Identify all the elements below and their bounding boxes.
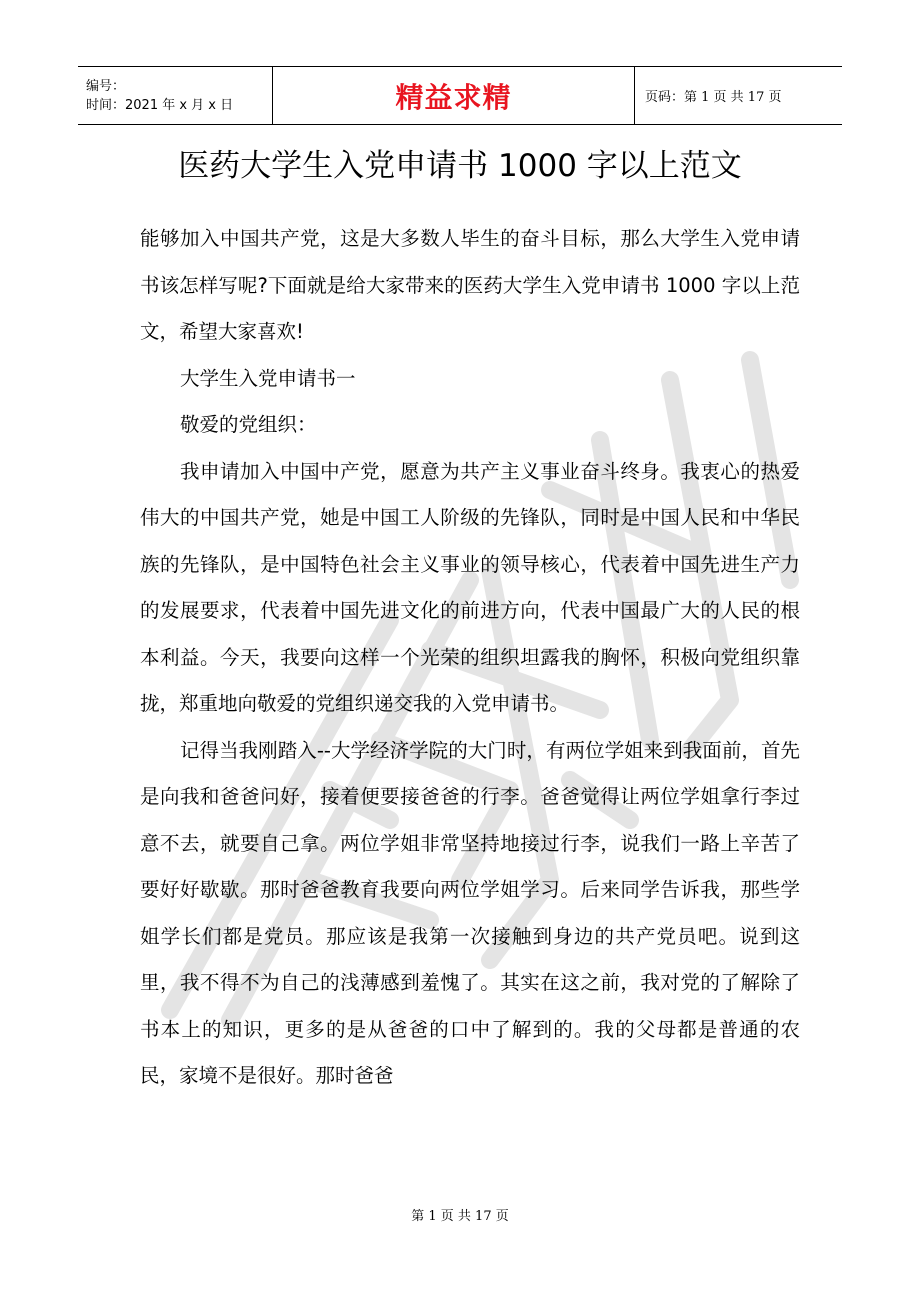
document-body [140, 216, 800, 1100]
header-page-number: 页码：第 1 页 共 17 页 [645, 90, 782, 105]
page-footer: 第 1 页 共 17 页 [411, 1209, 509, 1224]
header-table [78, 66, 842, 125]
brand-slogan: 精益求精 [395, 80, 512, 114]
body-paragraph-2: 记得当我刚踏入--大学经济学院的大门时，有两位学姐来到我面前，首先是向我和爸爸问好，接着便要接爸爸的行李。爸爸觉得让两位学姐拿行李过意不去，就要自己拿。两位学姐非常坚持地接过行李，说我们一路上辛苦了要好好歇歇。那时爸爸教育我要向两位学姐学习。后来同学告诉我，那些学姐学长们都是党员。那应该是我第一次接触到身边的共产党员吧。说到这里，我不得不为自己的浅薄感到羞愧了。其实在这之前，我对党的了解除了书本上的知识，更多的是从爸爸的口中了解到的。我的父母都是普通的农民，家境不是很好。那时爸爸 [140, 738, 800, 1087]
document-date: 时间：2021 年 x 月 x 日 [86, 97, 234, 113]
section-heading: 大学生入党申请书一 [180, 366, 356, 390]
document-number: 编号： [86, 78, 126, 94]
body-paragraph-1: 我申请加入中国中产党，愿意为共产主义事业奋斗终身。我衷心的热爱伟大的中国共产党，她是中国工人阶级的先锋队，同时是中国人民和中华民族的先锋队，是中国特色社会主义事业的领导核心，代表着中国先进生产力的发展要求，代表着中国先进文化的前进方向，代表中国最广大的人民的根本利益。今天，我要向这样一个光荣的组织坦露我的胸怀，积极向党组织靠拢，郑重地向敬爱的党组织递交我的入党申请书。 [140, 459, 800, 715]
header-brand-cell [273, 67, 635, 124]
document-title: 医药大学生入党申请书 1000 字以上范文 [178, 148, 742, 184]
header-meta-cell [78, 67, 273, 124]
salutation: 敬爱的党组织： [180, 413, 317, 436]
header-page-cell [635, 67, 842, 124]
intro-paragraph: 能够加入中国共产党，这是大多数人毕生的奋斗目标，那么大学生入党申请书该怎样写呢?下面就是给大家带来的医药大学生入党申请书 1000 字以上范文，希望大家喜欢! [140, 227, 800, 343]
